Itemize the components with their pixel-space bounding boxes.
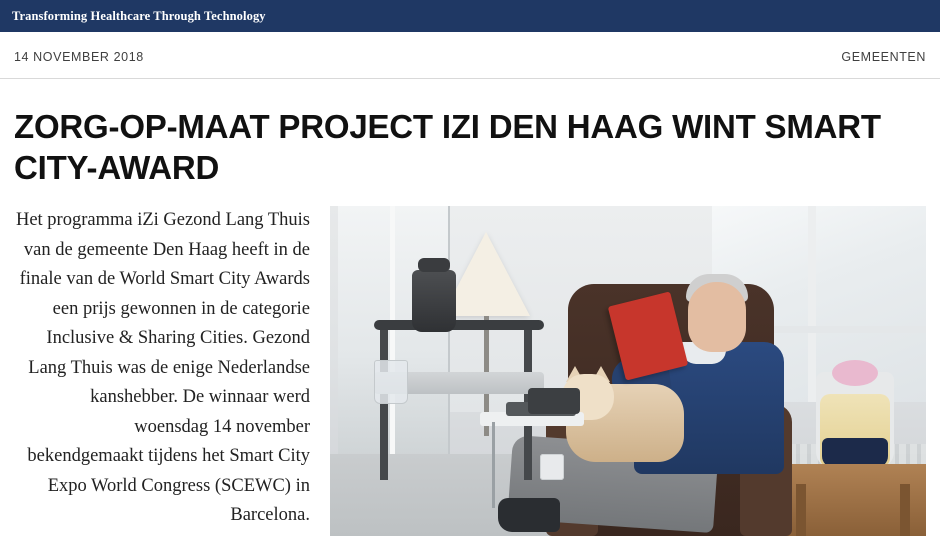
article-paragraph: Het programma iZi Gezond Lang Thuis van de gemeente Den Haag heeft in de finale van de World Smart City Awards een prijs gewonnen in de categorie Inclusive & Sharing Cities. Gezond Lang Thuis was de enige Nederlandse kanshebber. De winnaar werd woensdag 14 november bekendgemaakt tijdens het Smart City Expo World Congress (SCEWC) in Barcelona.	[15, 210, 310, 525]
phone-device	[528, 388, 580, 414]
window-frame-vertical	[808, 206, 816, 402]
site-tagline: Transforming Healthcare Through Technology	[12, 9, 266, 23]
article-body	[14, 206, 310, 531]
photo-scene	[330, 206, 926, 536]
power-cord	[492, 422, 495, 508]
site-topbar	[0, 0, 940, 32]
publish-date: 14 NOVEMBER 2018	[14, 50, 144, 64]
plant-flower	[832, 360, 878, 386]
side-table-leg	[796, 484, 806, 536]
page-title: ZORG-OP-MAAT PROJECT IZI DEN HAAG WINT SMART CITY-AWARD	[14, 108, 881, 186]
walking-frame-handlebar	[374, 320, 544, 330]
drinking-glass	[374, 360, 408, 404]
wall-socket	[540, 454, 564, 480]
category-link[interactable]: GEMEENTEN	[841, 50, 926, 64]
thermos-lid	[418, 258, 450, 272]
article-image	[330, 206, 926, 536]
side-table	[782, 464, 926, 536]
decorative-plant	[816, 372, 894, 468]
side-table-leg	[900, 484, 910, 536]
thermos-flask	[412, 270, 456, 332]
article-meta-row	[0, 32, 940, 79]
walking-frame-post	[380, 330, 388, 480]
person-head	[688, 282, 746, 352]
